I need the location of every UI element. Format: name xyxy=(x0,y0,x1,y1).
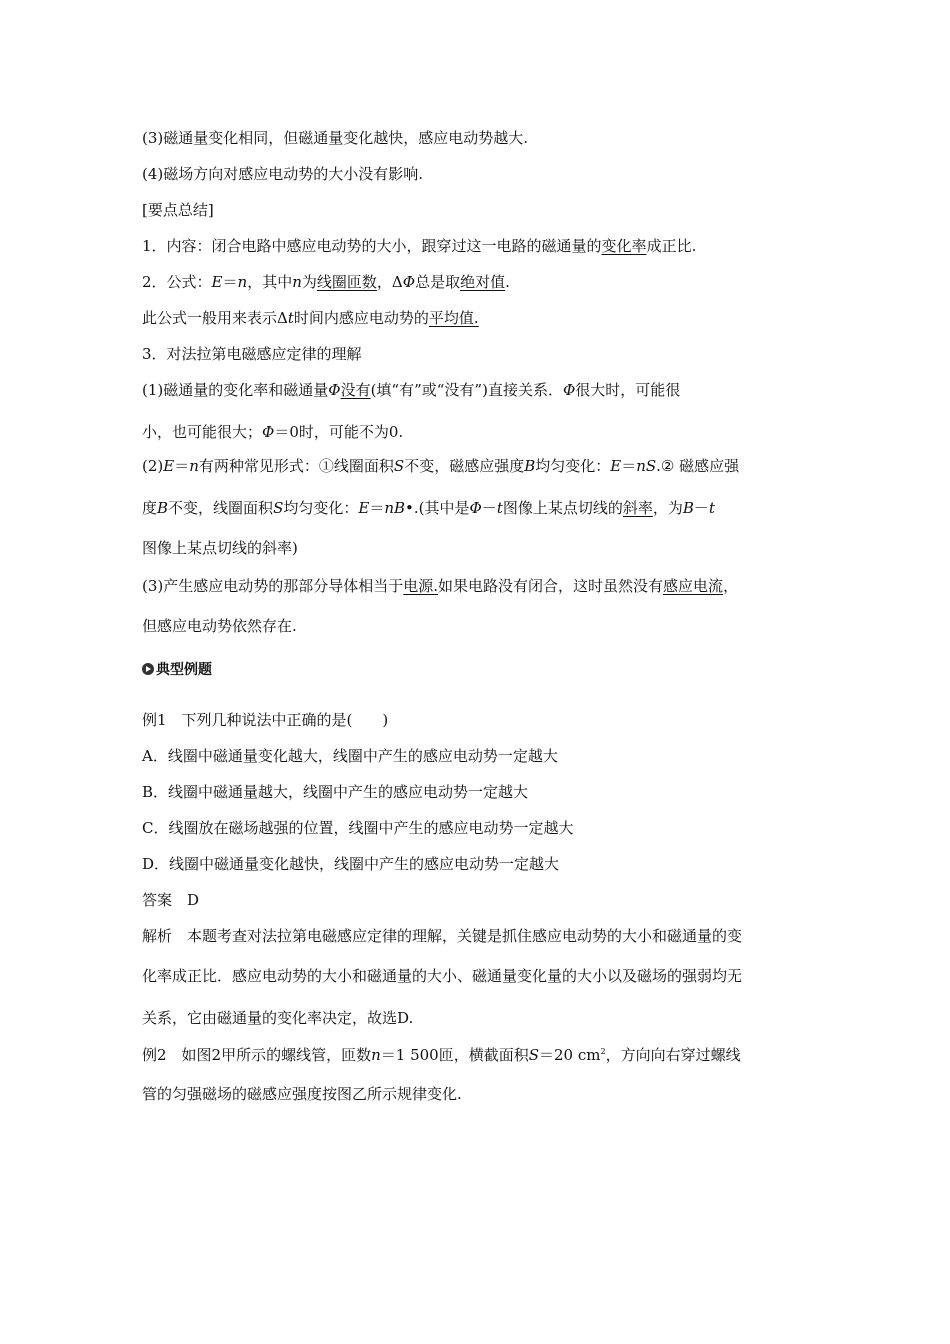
answer: 答案 D xyxy=(142,891,200,909)
option-c: C．线圈放在磁场越强的位置，线圈中产生的感应电动势一定越大 xyxy=(142,819,574,837)
analysis-line-1: 解析 本题考查对法拉第电磁感应定律的理解，关键是抓住感应电动势的大小和磁通量的变 xyxy=(142,927,743,945)
example-2-line-1: 例2 如图2甲所示的螺线管，匝数n＝1 500匝，横截面积S＝20 $cm^2$，方向向右穿过螺线 xyxy=(142,1046,741,1064)
paragraph-3: (3)磁通量变化相同，但磁通量变化越快，感应电动势越大. xyxy=(142,129,529,147)
example-2-line-2: 管的匀强磁场的磁感应强度按图乙所示规律变化. xyxy=(142,1085,462,1103)
summary-3-2-line-2: 度B不变，线圈面积S均匀变化：E＝nB•.(其中是Φ－t图像上某点切线的斜率，为B－t xyxy=(142,499,715,517)
summary-3-3-line-1: (3)产生感应电动势的那部分导体相当于电源.如果电路没有闭合，这时虽然没有感应电流， xyxy=(142,577,739,595)
analysis-line-3: 关系，它由磁通量的变化率决定，故选D. xyxy=(142,1009,414,1027)
summary-item-2: 2．公式：E＝n，其中n为线圈匝数，ΔΦ总是取绝对值. xyxy=(142,273,510,291)
option-d: D．线圈中磁通量变化越快，线圈中产生的感应电动势一定越大 xyxy=(142,855,560,873)
section-heading: 典型例题 xyxy=(142,660,212,680)
summary-3-1-line-2: 小，也可能很大；Φ＝0时，可能不为0. xyxy=(142,423,404,441)
summary-item-1: 1．内容：闭合电路中感应电动势的大小，跟穿过这一电路的磁通量的变化率成正比. xyxy=(142,237,697,255)
option-b: B．线圈中磁通量越大，线圈中产生的感应电动势一定越大 xyxy=(142,783,529,801)
example-1-question: 例1 下列几种说法中正确的是( ) xyxy=(142,711,389,729)
play-circle-icon xyxy=(142,663,154,675)
summary-title: [要点总结] xyxy=(142,201,214,219)
summary-3-1-line-1: (1)磁通量的变化率和磁通量Φ没有(填“有”或“没有”)直接关系．Φ很大时，可能很 xyxy=(142,381,681,399)
summary-3-3-line-2: 但感应电动势依然存在. xyxy=(142,617,297,635)
paragraph-4: (4)磁场方向对感应电动势的大小没有影响. xyxy=(142,165,424,183)
summary-item-3: 3．对法拉第电磁感应定律的理解 xyxy=(142,345,362,363)
summary-3-2-line-3: 图像上某点切线的斜率) xyxy=(142,539,298,557)
summary-item-2-note: 此公式一般用来表示Δt时间内感应电动势的平均值. xyxy=(142,309,479,327)
summary-3-2-line-1: (2)E＝n有两种常见形式：①线圈面积S不变，磁感应强度B均匀变化：E＝nS.② 磁感应强 xyxy=(142,457,740,475)
option-a: A．线圈中磁通量变化越大，线圈中产生的感应电动势一定越大 xyxy=(142,747,558,765)
analysis-line-2: 化率成正比．感应电动势的大小和磁通量的大小、磁通量变化量的大小以及磁场的强弱均无 xyxy=(142,967,743,985)
